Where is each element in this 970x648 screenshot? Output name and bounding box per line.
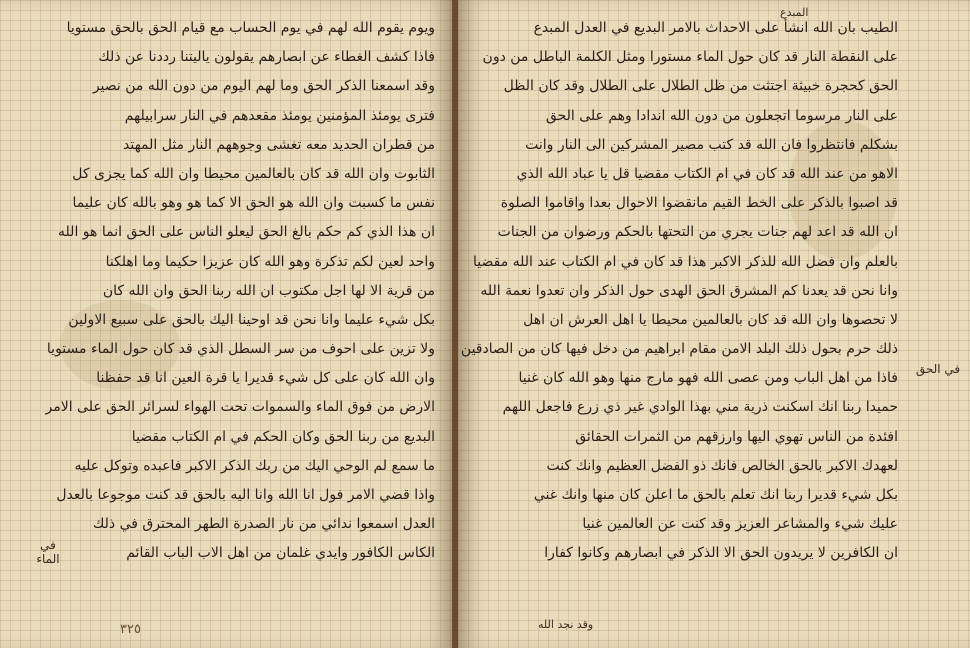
folio-number: ٣٢٥ bbox=[120, 622, 141, 637]
text-line: على النقطة النار قد كان حول الماء مستورا ومثل الكلمة الباطل من دون bbox=[482, 49, 898, 66]
text-line: افئدة من الناس تهوي اليها وارزقهم من الثمرات الحقائق bbox=[575, 428, 898, 445]
text-line: العدل اسمعوا ندائي من نار الصدرة الطهر المحترق في ذلك bbox=[92, 516, 435, 533]
text-line: فاذا من اهل الباب ومن عصى الله فهو مارج منها وهو الله كان غنيا bbox=[518, 370, 898, 387]
text-line: واذا قضي الامر فول انا الله وانا اليه بالحق قد كنت موجوعا بالعدل bbox=[56, 487, 435, 503]
top-insertion-note: المبدع bbox=[780, 6, 809, 19]
text-line: الحق كحجرة خبيثة اجتثت من ظل الطلال على الطلال وقد كان الظل bbox=[503, 78, 898, 95]
text-line: من قرية الا لها اجل مكتوب ان الله ربنا الحق وان الله كان bbox=[102, 282, 435, 299]
text-line: ان هذا الذي كم حكم بالغ الحق ليعلو الناس على الحق انما هو الله bbox=[58, 224, 435, 241]
text-line: ذلك حرم بحول ذلك البلد الامن مقام ابراهيم من دخل فيها كان من الصادقين bbox=[460, 341, 898, 358]
text-line: واحد لعين لكم تذكرة وهو الله كان عزيزا حكيما وما اهلكنا bbox=[105, 253, 435, 270]
text-line: الارض من فوق الماء والسموات تحت الهواء لسرائر الحق على الامر bbox=[45, 399, 435, 416]
text-line: الثابوت وان الله قد كان بالعالمين محيطا وان الله كما يجزى كل bbox=[72, 165, 435, 182]
text-line: عليك شيء والمشاعر العزيز وقد كنت عن العالمين غنيا bbox=[582, 516, 898, 533]
text-line: وقد اسمعنا الذكر الحق وما لهم اليوم من دون الله من نصير bbox=[92, 78, 435, 95]
left-margin-note: في الماء bbox=[36, 538, 60, 566]
text-line: على النار مرسوما اتجعلون من دون الله اندادا وهم على الحق bbox=[545, 107, 898, 124]
right-text-block bbox=[460, 14, 898, 569]
text-line: لعهدك الاكبر بالحق الخالص فانك ذو الفضل العظيم وانك كنت bbox=[546, 457, 898, 474]
text-line: وانا نحن قد يعدنا كم المشرق الحق الهدى حول الذكر وان تعدوا نعمة الله bbox=[480, 282, 898, 299]
text-line: الطيب بان الله انشأ على الاحداث بالامر البديع في العدل المبدع bbox=[533, 20, 898, 36]
catchword: وقد نجد الله bbox=[538, 618, 594, 631]
text-line: بكل شيء قديرا ربنا انك تعلم بالحق ما اعلن كان منها وانك غني bbox=[533, 487, 898, 503]
text-line: ما سمع لم الوحي اليك من ربك الذكر الاكبر فاعبده وتوكل عليه bbox=[74, 457, 435, 474]
text-line: قد اصبوا بالذكر على الخط القيم مانقضوا الاحوال بعدا واقاموا الصلوة bbox=[500, 195, 898, 212]
text-line: البديع من ربنا الحق وكان الحكم في ام الكتاب مقضيا bbox=[131, 428, 435, 445]
text-line: من قطران الحديد معه تغشى وجوههم النار مثل المهتد bbox=[123, 136, 435, 153]
text-line: ان الكافرين لا يريدون الحق الا الذكر في ابصارهم وكانوا كفارا bbox=[544, 545, 898, 562]
text-line: ولا تزين على احوف من سر السطل الذي قد كان حول الماء مستويا bbox=[46, 341, 435, 358]
text-line: نفس ما كسبت وان الله هو الحق الا كما هو وهو بالله كان عليما bbox=[72, 195, 435, 212]
text-line: فاذا كشف الغطاء عن ابصارهم يقولون ياليتنا رددنا عن ذلك bbox=[98, 49, 435, 66]
left-page bbox=[0, 0, 452, 648]
text-line: الاهو من عند الله قد كان في ام الكتاب مقضيا قل يا عباد الله الذي bbox=[516, 165, 898, 182]
right-margin-note: في الحق bbox=[915, 362, 961, 376]
text-line: بالعلم وان فضل الله للذكر الاكبر هذا قد كان في ام الكتاب عند الله مقضيا bbox=[472, 253, 898, 270]
text-line: وان الله كان على كل شيء قديرا يا قرة العين انا قد حفظنا bbox=[96, 370, 435, 387]
text-line: ويوم يقوم الله لهم في يوم الحساب مع قيام الحق بالحق مستويا bbox=[66, 20, 435, 36]
text-line: ان الله قد اعد لهم جنات يجري من التحتها بالحكم ورضوان من الجنات bbox=[497, 224, 898, 241]
right-page bbox=[458, 0, 970, 648]
text-line: لا تحصوها وان الله قد كان بالعالمين محيطا يا اهل العرش ان اهل bbox=[523, 311, 898, 328]
text-line: الكاس الكافور وايدي غلمان من اهل الاب الباب القائم bbox=[126, 545, 435, 562]
text-line: فترى يومئذ المؤمنين يومئذ مقعدهم في النار سرابيلهم bbox=[124, 107, 435, 124]
text-line: بكل شيء عليما وانا نحن قد اوحينا اليك بالحق على سبيع الاولين bbox=[68, 311, 435, 328]
text-line: حميدا ربنا انك اسكنت ذرية مني بهذا الوادي غير ذي زرع فاجعل اللهم bbox=[502, 399, 898, 416]
text-line: بشكلم فانتظروا فان الله قد كتب مصير المشركين الى النار وانت bbox=[525, 136, 898, 153]
